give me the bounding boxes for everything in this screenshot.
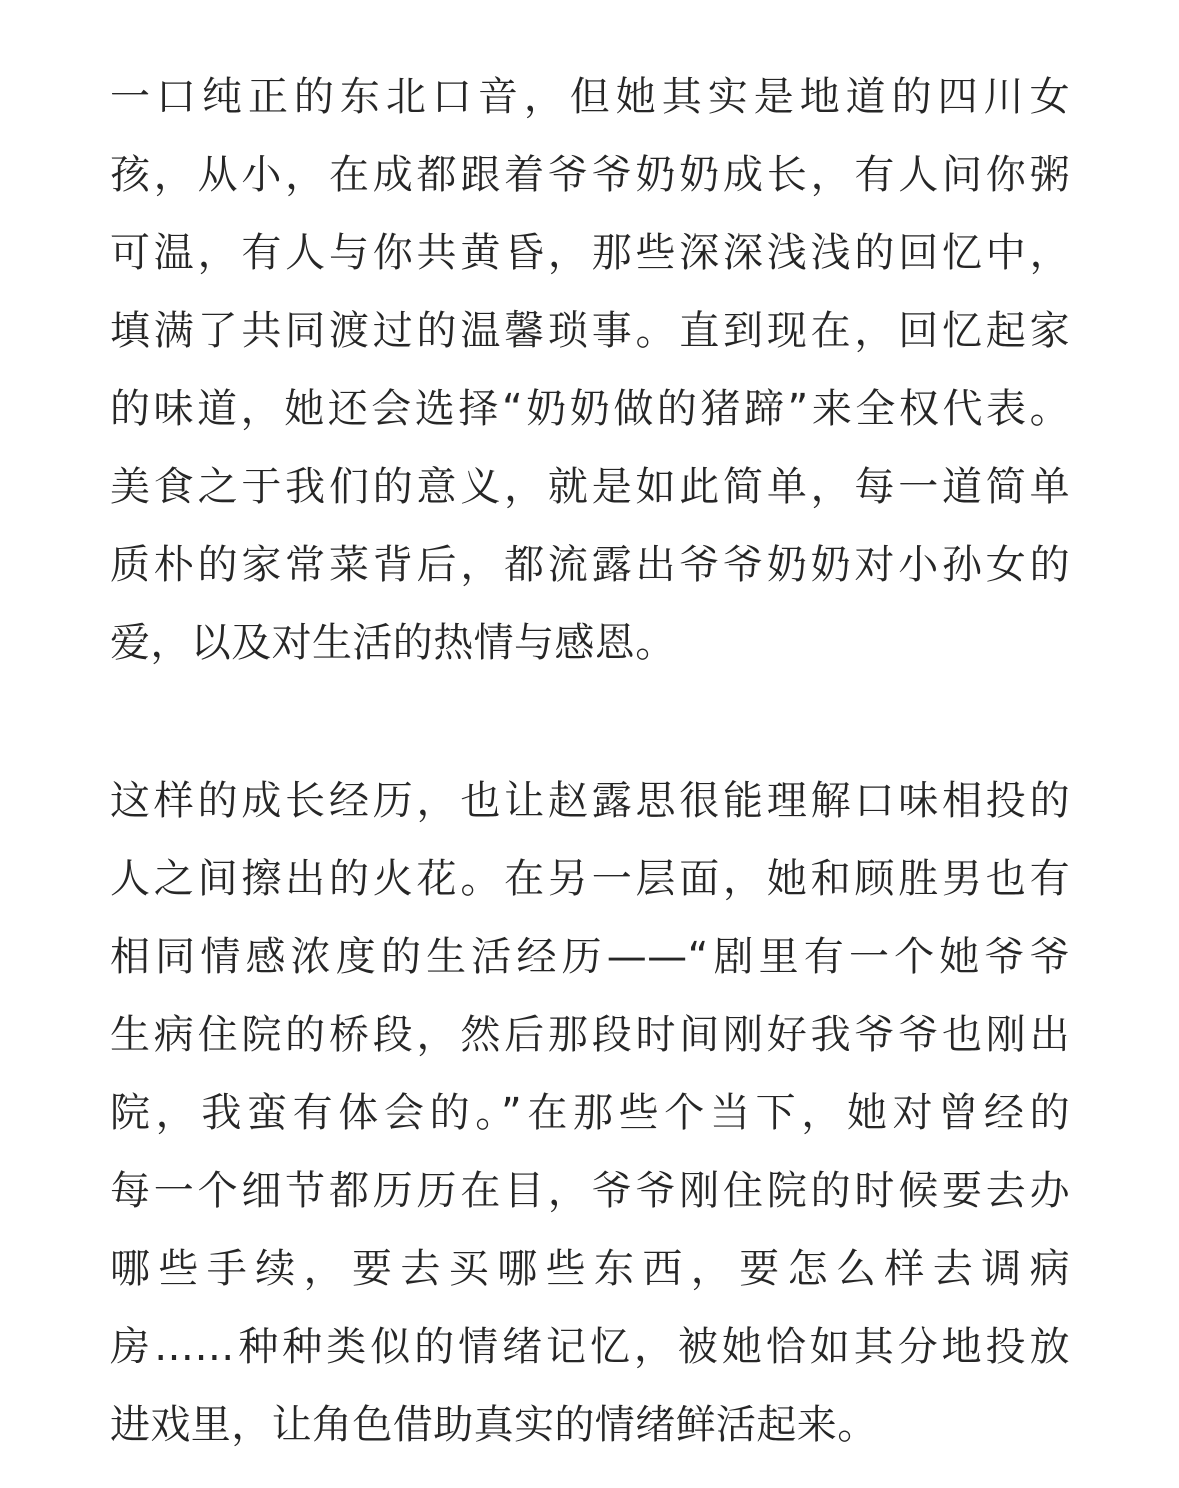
paragraph-2 [110,762,1070,1464]
text-line: 填满了共同渡过的温馨琐事。直到现在，回忆起家 [110,308,1070,354]
text-line: 孩，从小，在成都跟着爷爷奶奶成长，有人问你粥 [110,152,1070,198]
text-line: 的味道，她还会选择“奶奶做的猪蹄”来全权代表。 [110,386,1070,432]
text-line: 每一个细节都历历在目，爷爷刚住院的时候要去办 [110,1168,1070,1214]
text-line: 一口纯正的东北口音，但她其实是地道的四川女 [110,74,1070,120]
text-line: 爱，以及对生活的热情与感恩。 [110,620,676,666]
text-line: 这样的成长经历，也让赵露思很能理解口味相投的 [110,778,1070,824]
text-line: 质朴的家常菜背后，都流露出爷爷奶奶对小孙女的 [110,542,1070,588]
text-line: 院，我蛮有体会的。”在那些个当下，她对曾经的 [110,1090,1070,1136]
text-line: 哪些手续，要去买哪些东西，要怎么样去调病 [110,1246,1070,1292]
text-line: 生病住院的桥段，然后那段时间刚好我爷爷也刚出 [110,1012,1070,1058]
article-body [110,58,1070,1464]
text-line: 可温，有人与你共黄昏，那些深深浅浅的回忆中， [110,230,1070,276]
text-line: 相同情感浓度的生活经历——“剧里有一个她爷爷 [110,934,1070,980]
text-line: 美食之于我们的意义，就是如此简单，每一道简单 [110,464,1070,510]
text-line: 人之间擦出的火花。在另一层面，她和顾胜男也有 [110,856,1070,902]
paragraph-1 [110,58,1070,682]
text-line: 进戏里，让角色借助真实的情绪鲜活起来。 [110,1402,878,1448]
text-line: 房……种种类似的情绪记忆，被她恰如其分地投放 [110,1324,1070,1370]
